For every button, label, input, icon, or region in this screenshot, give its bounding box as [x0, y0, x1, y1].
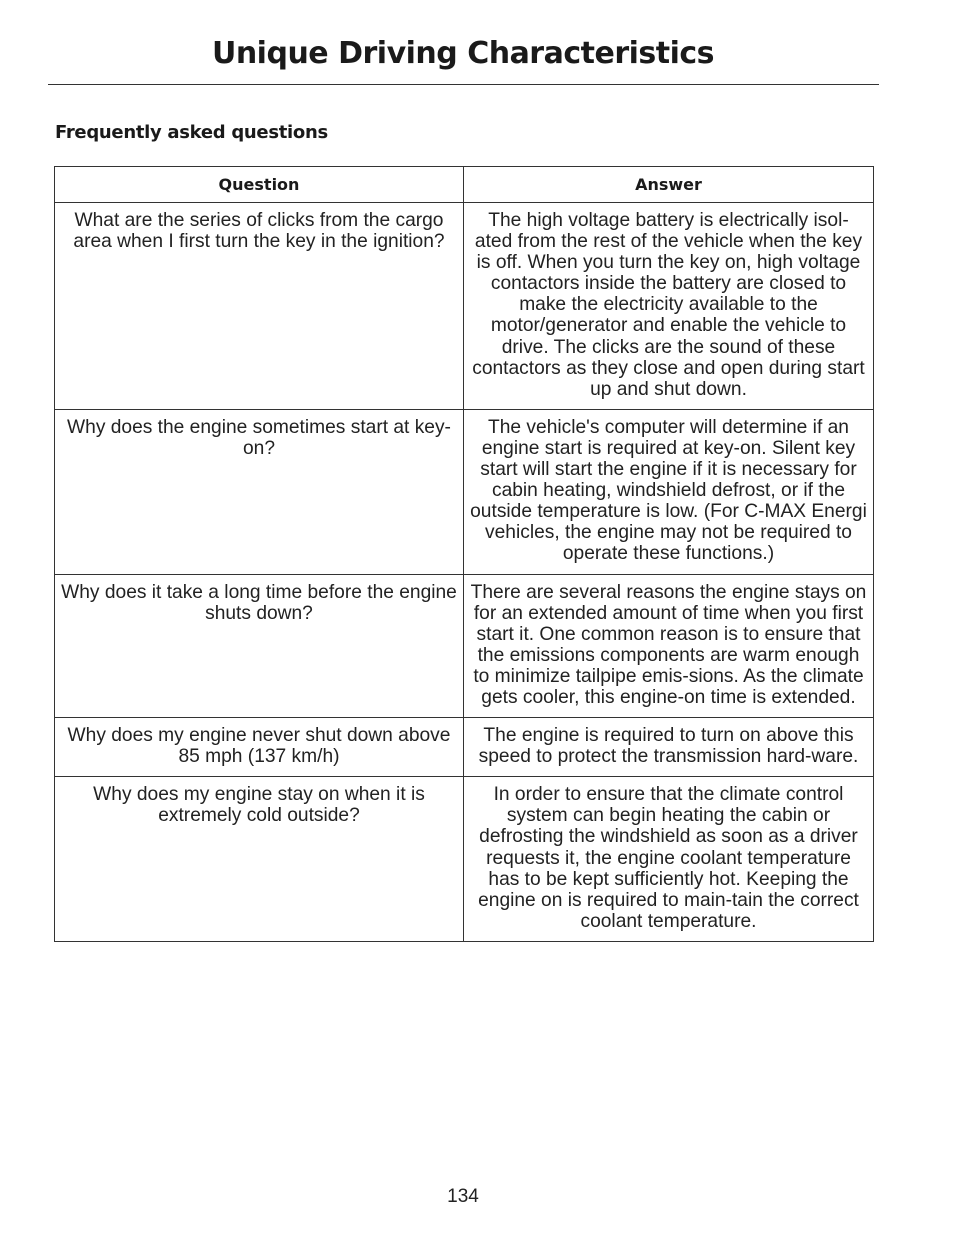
question-cell: Why does my engine never shut down above 85 mph (137 km/h)	[55, 718, 464, 777]
column-header-question: Question	[55, 167, 464, 203]
question-cell: Why does it take a long time before the engine shuts down?	[55, 574, 464, 718]
page-title: Unique Driving Characteristics	[211, 36, 715, 71]
answer-cell: The vehicle's computer will determine if an engine start is required at key-on. Silent key start will start the engine if it is necessary for cabin heating, windshield defrost, or if the outside temperature is low. (For C-MAX Energi vehicles, the engine may not be required to operate these functions.)	[464, 409, 874, 574]
answer-cell: The engine is required to turn on above this speed to protect the transmission hard-ware.	[464, 718, 874, 777]
table-row	[55, 777, 874, 942]
table-row	[55, 574, 874, 718]
title-divider	[48, 84, 879, 85]
column-header-answer: Answer	[464, 167, 874, 203]
question-cell: Why does the engine sometimes start at key-on?	[55, 409, 464, 574]
table-row	[55, 409, 874, 574]
page-number: 134	[447, 1186, 479, 1207]
answer-cell: In order to ensure that the climate control system can begin heating the cabin or defrosting the windshield as soon as a driver requests it, the engine coolant temperature has to be kept sufficiently hot. Keeping the engine on is required to main-tain the correct coolant temperature.	[464, 777, 874, 942]
question-cell: What are the series of clicks from the cargo area when I first turn the key in the ignition?	[55, 203, 464, 410]
table-row	[55, 718, 874, 777]
table-header-row	[55, 167, 874, 203]
question-cell: Why does my engine stay on when it is extremely cold outside?	[55, 777, 464, 942]
answer-cell: The high voltage battery is electrically isol-ated from the rest of the vehicle when the key is off. When you turn the key on, high voltage contactors inside the battery are closed to make the electricity available to the motor/generator and enable the vehicle to drive. The clicks are the sound of these contactors as they close and open during start up and shut down.	[464, 203, 874, 410]
answer-cell: There are several reasons the engine stays on for an extended amount of time when you first start it. One common reason is to ensure that the emissions components are warm enough to minimize tailpipe emis-sions. As the climate gets cooler, this engine-on time is extended.	[464, 574, 874, 718]
faq-table	[54, 166, 874, 942]
table-row	[55, 203, 874, 410]
section-heading: Frequently asked questions	[55, 122, 328, 143]
